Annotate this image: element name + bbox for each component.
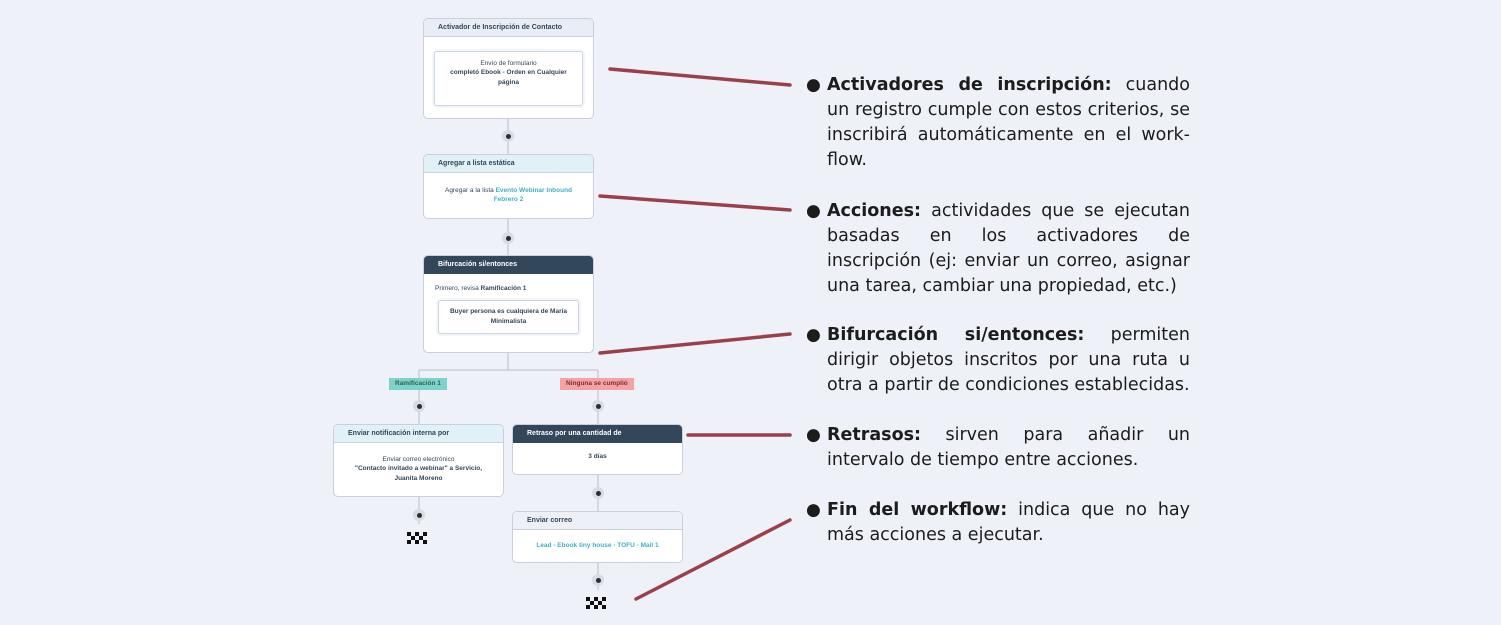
card-header: Enviar notificación interna por — [334, 425, 503, 443]
legend-term: Bifurcación si/entonces: — [827, 325, 1085, 345]
notification-method: Enviar correo electrónico — [382, 456, 455, 463]
bullet-icon: ● — [806, 425, 821, 445]
legend-item-delays — [806, 423, 1190, 473]
notification-detail: "Contacto invitado a webinar" a Servicio, Juanita Moreno — [354, 465, 483, 482]
if-then-branch-name: Ramificación 1 — [480, 285, 527, 292]
add-list-prefix: Agregar a la lista — [444, 187, 496, 194]
enrollment-trigger-card[interactable] — [423, 18, 594, 119]
trigger-type: Envío de formulario — [480, 60, 537, 67]
legend-item-end — [806, 498, 1190, 548]
if-then-prefix: Primero, revisa — [435, 285, 481, 292]
connector-dot-icon[interactable] — [592, 487, 604, 499]
bullet-icon: ● — [806, 75, 821, 95]
trigger-criteria-box — [434, 51, 583, 106]
legend-term: Acciones: — [827, 201, 922, 221]
card-header: Retraso por una cantidad de — [513, 425, 682, 443]
add-to-list-card[interactable] — [423, 154, 594, 219]
email-link[interactable]: Lead - Ebook tiny house - TOFU - Mail 1 — [536, 542, 659, 549]
legend-term: Retrasos: — [827, 425, 922, 445]
static-list-link[interactable]: Evento Webinar Inbound Febrero 2 — [493, 187, 573, 204]
bullet-icon: ● — [806, 325, 821, 345]
branch-condition: Buyer persona es cualquiera de María Minimalista — [449, 308, 568, 325]
bullet-icon: ● — [806, 201, 821, 221]
connector-dot-icon[interactable] — [413, 400, 425, 412]
connector-dot-icon[interactable] — [413, 509, 425, 521]
legend-item-ifthen — [806, 323, 1190, 398]
pointer-line-actions — [600, 196, 790, 210]
connector-dot-icon[interactable] — [592, 574, 604, 586]
bullet-icon: ● — [806, 500, 821, 520]
connector-dot-icon[interactable] — [592, 400, 604, 412]
finish-flag-icon — [586, 597, 610, 609]
legend-item-actions — [806, 199, 1190, 299]
legend-term: Fin del workflow: — [827, 500, 1008, 520]
legend-text: cuando un registro cumple con estos criterios, se inscribirá automáticamente en el work-flow. — [827, 75, 1190, 170]
trigger-condition: completó Ebook - Orden en Cualquier página — [450, 69, 567, 86]
legend-text: sirven para añadir un intervalo de tiempo entre acciones. — [827, 425, 1190, 470]
card-header: Enviar correo — [513, 512, 682, 530]
connector-dot-icon[interactable] — [502, 130, 514, 142]
card-header: Agregar a lista estática — [424, 155, 593, 173]
legend-text: indica que no hay más acciones a ejecutar. — [827, 500, 1190, 545]
pointer-line-triggers — [610, 69, 790, 85]
card-header: Activador de Inscripción de Contacto — [424, 19, 593, 37]
finish-flag-icon — [407, 532, 431, 544]
branch-label-none-met: Ninguna se cumplió — [560, 378, 634, 390]
branch-label-1: Ramificación 1 — [389, 378, 447, 390]
legend-text: actividades que se ejecutan basadas en los activadores de inscripción (ej: enviar un correo, asignar una tarea, cambiar una propiedad, etc.) — [827, 201, 1190, 296]
legend-term: Activadores de inscripción: — [827, 75, 1112, 95]
internal-notification-card[interactable] — [333, 424, 504, 497]
connector-dot-icon[interactable] — [502, 232, 514, 244]
delay-value: 3 días — [588, 453, 607, 460]
pointer-line-ifthen — [600, 334, 790, 353]
card-header: Bifurcación si/entonces — [424, 256, 593, 274]
branch-condition-box — [438, 300, 579, 334]
delay-card[interactable] — [512, 424, 683, 475]
legend-text: permiten dirigir objetos inscritos por una ruta u otra a partir de condiciones establecidas. — [827, 325, 1190, 395]
legend-item-triggers — [806, 73, 1190, 173]
if-then-branch-card[interactable] — [423, 255, 594, 353]
send-email-card[interactable] — [512, 511, 683, 563]
